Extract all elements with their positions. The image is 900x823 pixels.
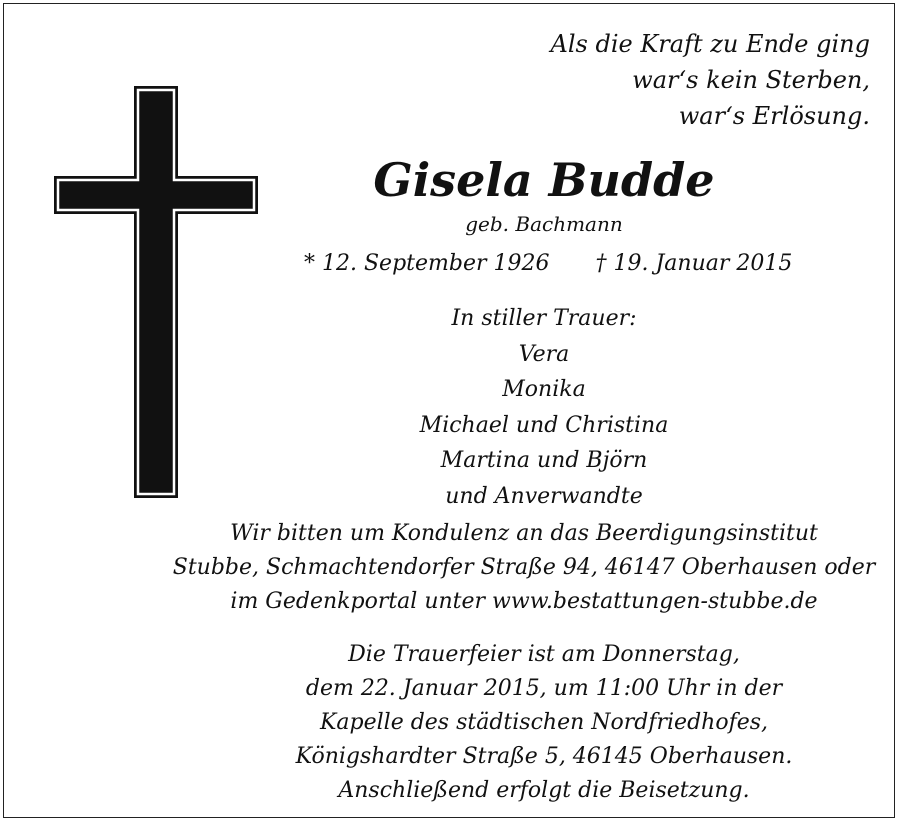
mourner-name: Michael und Christina <box>419 412 669 438</box>
funeral-line: dem 22. Januar 2015, um 11:00 Uhr in der <box>305 676 783 701</box>
life-dates <box>304 248 792 280</box>
condolence-line: Wir bitten um Kondulenz an das Beerdigungsinstitut <box>230 521 818 546</box>
condolence-notice <box>144 517 895 619</box>
funeral-line: Kapelle des städtischen Nordfriedhofes, <box>319 710 769 735</box>
mourners-heading: In stiller Trauer: <box>451 306 637 331</box>
birth-date: * 12. September 1926 <box>304 251 550 276</box>
motto-line: Als die Kraft zu Ende ging <box>550 30 870 58</box>
obituary-notice <box>3 3 895 818</box>
condolence-line: Stubbe, Schmachtendorfer Straße 94, 46147 Oberhausen oder <box>172 555 876 580</box>
maiden-name: geb. Bachmann <box>465 212 623 236</box>
death-date: † 19. Januar 2015 <box>595 251 793 276</box>
cross-icon <box>52 84 262 502</box>
condolence-line: im Gedenkportal unter www.bestattungen-stubbe.de <box>230 589 818 614</box>
mourner-name: Vera <box>518 341 570 367</box>
motto-line: war‘s kein Sterben, <box>632 66 870 94</box>
mourner-name: Martina und Björn <box>440 448 648 473</box>
funeral-line: Königshardter Straße 5, 46145 Oberhausen. <box>295 744 793 769</box>
funeral-details <box>189 638 895 808</box>
mourner-name: Monika <box>502 377 586 402</box>
mourners-block <box>304 301 784 514</box>
funeral-line: Die Trauerfeier ist am Donnerstag, <box>348 642 740 667</box>
funeral-line: Anschließend erfolgt die Beisetzung. <box>338 778 750 803</box>
motto-line: war‘s Erlösung. <box>678 102 870 130</box>
motto-verse <box>551 26 870 134</box>
mourner-name: und Anverwandte <box>445 483 643 509</box>
deceased-name: Gisela Budde <box>373 153 715 207</box>
